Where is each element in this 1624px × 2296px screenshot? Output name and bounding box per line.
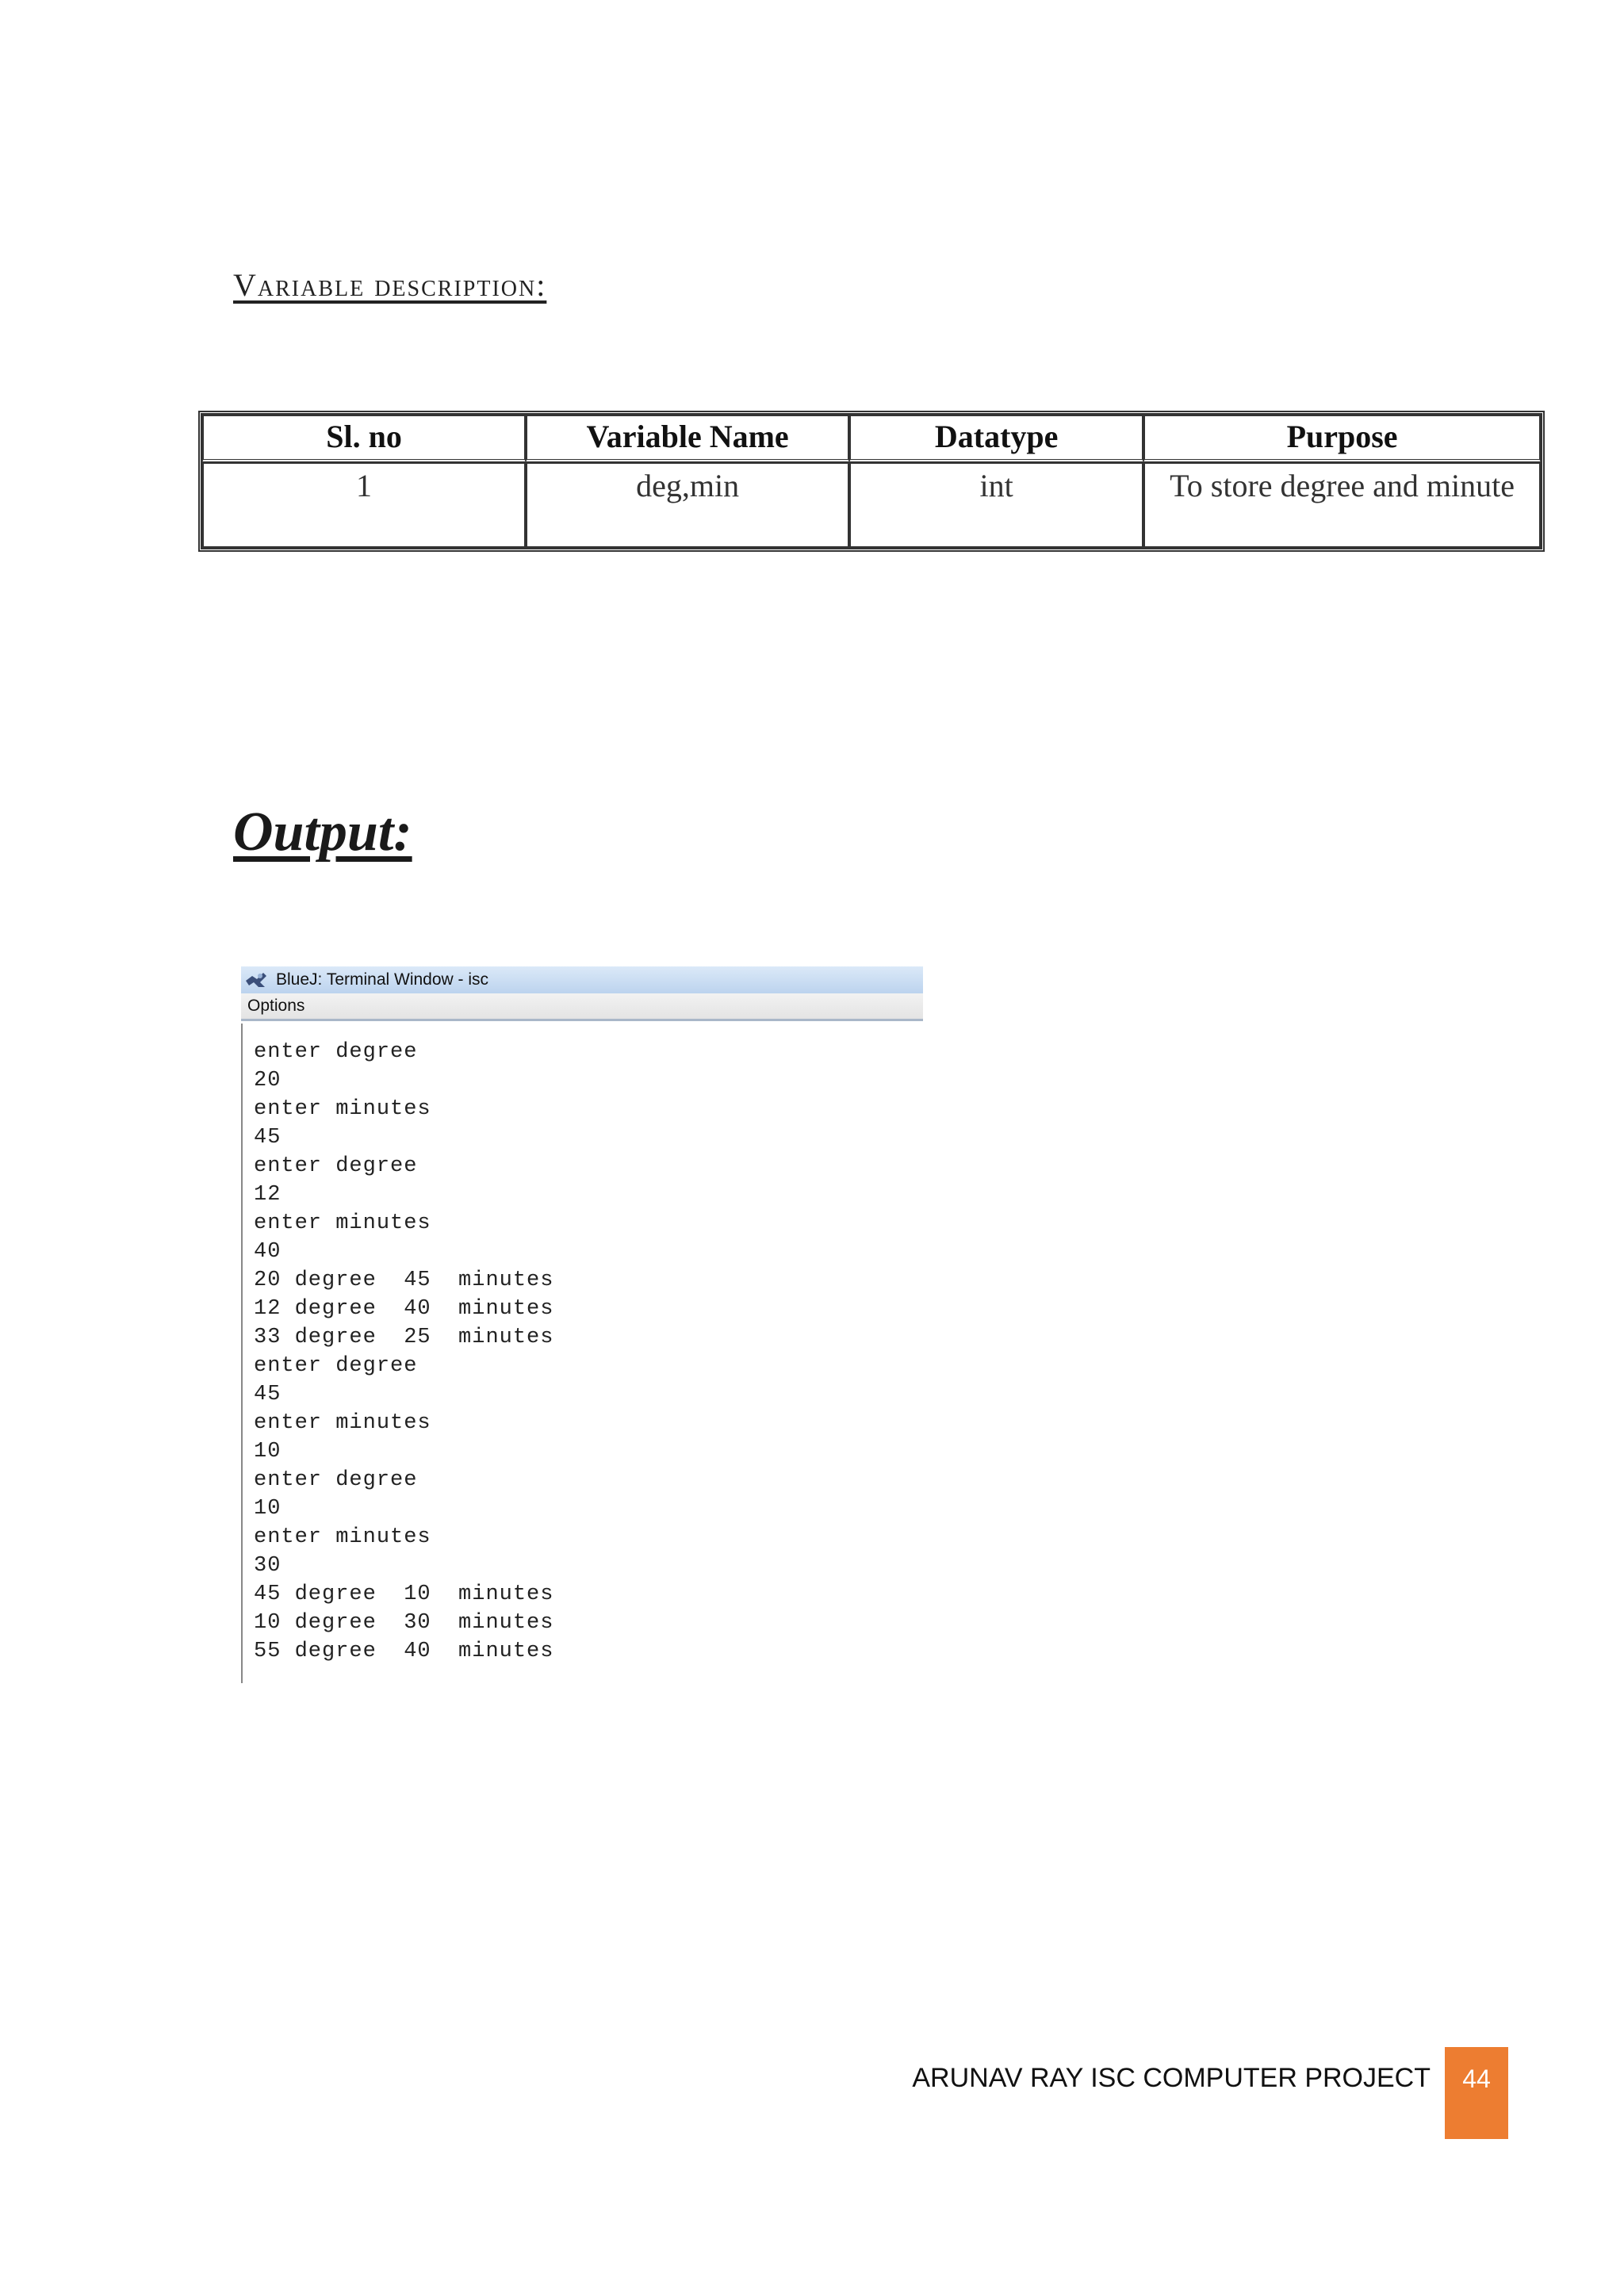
terminal-line: enter minutes — [254, 1097, 431, 1121]
header-variable-name: Variable Name — [526, 415, 849, 462]
terminal-window — [241, 966, 923, 1683]
terminal-line: enter minutes — [254, 1211, 431, 1235]
cell-purpose: To store degree and minute — [1143, 462, 1541, 548]
terminal-line: enter degree — [254, 1354, 418, 1378]
terminal-line: enter degree — [254, 1154, 418, 1178]
cell-variable-name: deg,min — [526, 462, 849, 548]
terminal-line: 20 — [254, 1069, 282, 1093]
terminal-line: 45 degree 10 minutes — [254, 1582, 554, 1606]
terminal-line: enter degree — [254, 1040, 418, 1064]
variable-description-heading: Variable description: — [233, 267, 547, 303]
terminal-line: 10 degree 30 minutes — [254, 1611, 554, 1635]
cell-datatype: int — [849, 462, 1143, 548]
terminal-line: enter degree — [254, 1468, 418, 1492]
terminal-output-area[interactable] — [241, 1024, 923, 1683]
header-datatype: Datatype — [849, 415, 1143, 462]
terminal-line: 45 — [254, 1126, 282, 1150]
page-number: 44 — [1462, 2064, 1491, 2093]
bluej-app-icon — [244, 970, 268, 990]
table-row — [202, 462, 1541, 548]
terminal-line: 33 degree 25 minutes — [254, 1326, 554, 1349]
terminal-line: 12 degree 40 minutes — [254, 1297, 554, 1321]
terminal-output-text — [243, 1024, 923, 1666]
terminal-line: 10 — [254, 1440, 282, 1464]
terminal-menubar — [241, 993, 923, 1021]
output-heading: Output: — [233, 802, 412, 863]
terminal-line: 55 degree 40 minutes — [254, 1640, 554, 1663]
terminal-line: enter minutes — [254, 1411, 431, 1435]
variable-table — [198, 411, 1545, 552]
page-number-badge — [1445, 2047, 1508, 2139]
terminal-line: 40 — [254, 1240, 282, 1264]
terminal-title: BlueJ: Terminal Window - isc — [276, 970, 489, 989]
footer-project-title: ARUNAV RAY ISC COMPUTER PROJECT — [912, 2063, 1431, 2093]
terminal-titlebar[interactable] — [241, 966, 923, 993]
options-menu[interactable]: Options — [247, 997, 305, 1015]
terminal-line: 30 — [254, 1554, 282, 1578]
terminal-line: 10 — [254, 1497, 282, 1521]
terminal-line: 45 — [254, 1383, 282, 1406]
cell-sl-no: 1 — [202, 462, 526, 548]
terminal-line: 12 — [254, 1183, 282, 1207]
terminal-line: enter minutes — [254, 1525, 431, 1549]
header-sl-no: Sl. no — [202, 415, 526, 462]
variable-table-header-row — [202, 415, 1541, 462]
terminal-line: 20 degree 45 minutes — [254, 1269, 554, 1292]
header-purpose: Purpose — [1143, 415, 1541, 462]
